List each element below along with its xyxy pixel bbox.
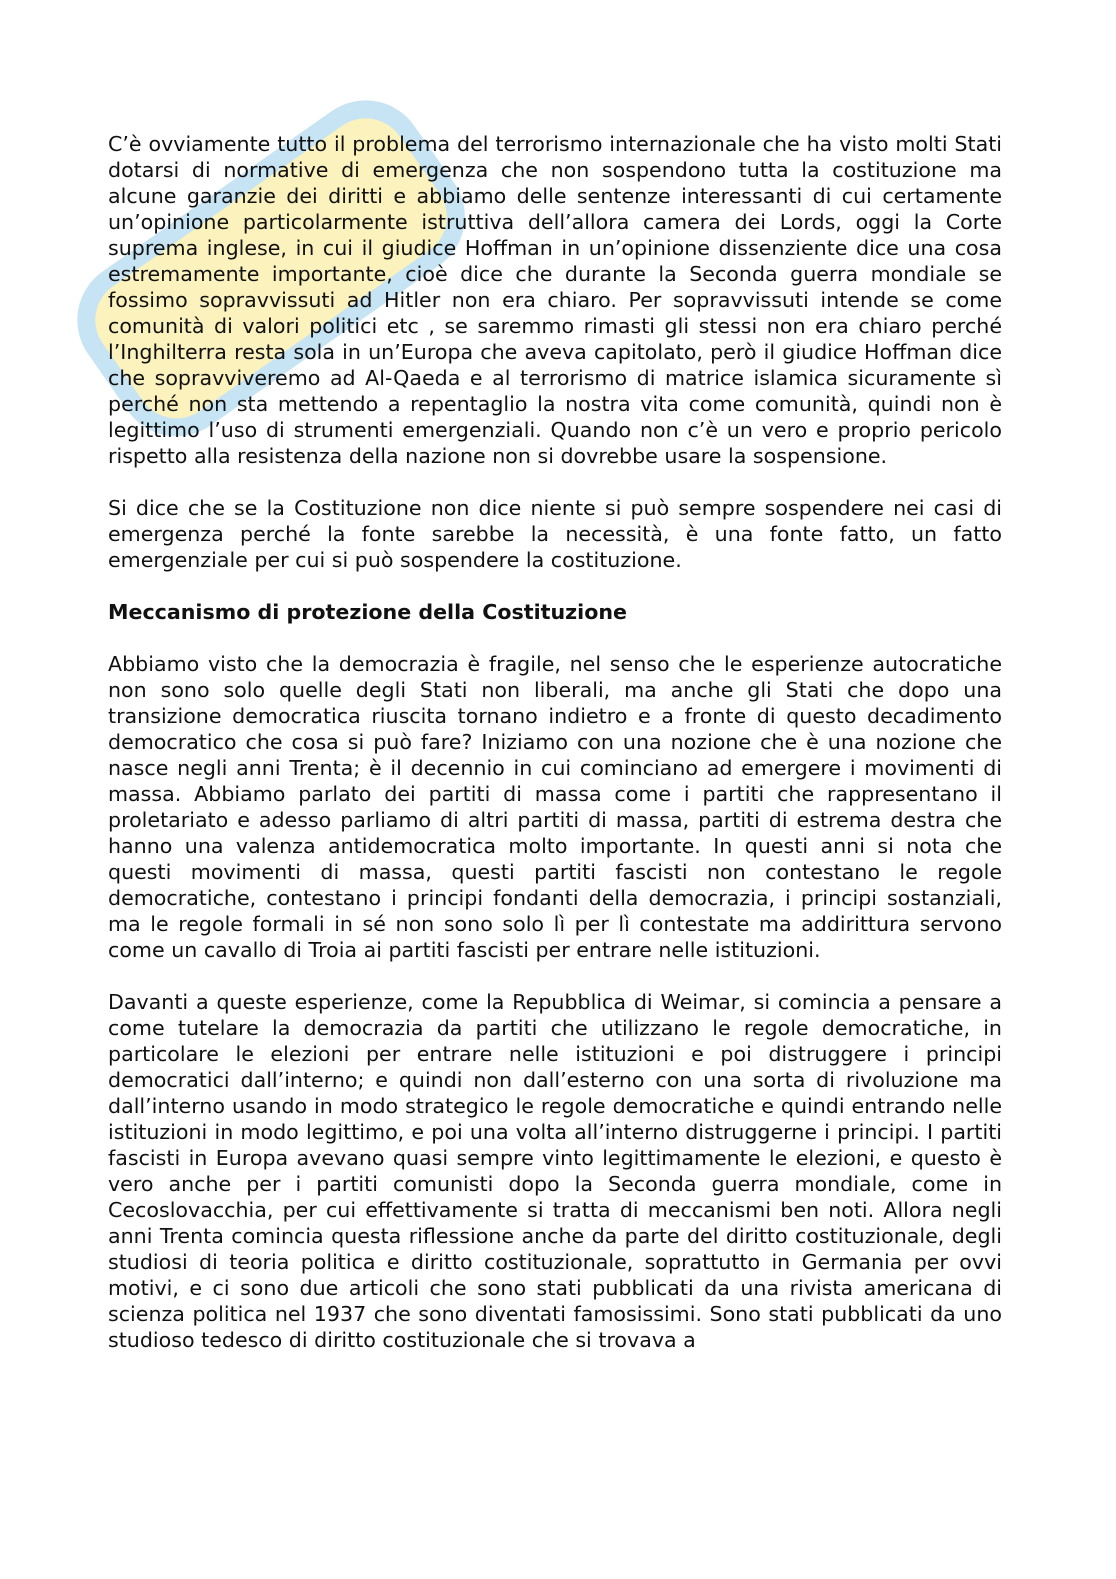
paragraph-fragile-democracy: Abbiamo visto che la democrazia è fragile, nel senso che le esperienze autocratiche non sono solo quelle degli Stati non liberali, ma anche gli Stati che dopo una transizione democratica riuscita tornano indietro e a fronte di questo decadimento democratico che cosa si può fare? Iniziamo con una nozione che è una nozione che nasce negli anni Trenta; è il decennio in cui cominciano ad emergere i movimenti di massa. Abbiamo parlato dei partiti di massa come i partiti che rappresentano il proletariato e adesso parliamo di altri partiti di massa, partiti di estrema destra che hanno una valenza antidemocratica molto importante. In questi anni si nota che questi movimenti di massa, questi partiti fascisti non contestano le regole democratiche, contestano i principi fondanti della democrazia, i principi sostanziali, ma le regole formali in sé non sono solo lì per lì contestate ma addirittura servono come un cavallo di Troia ai partiti fascisti per entrare nelle istituzioni. xyxy=(108,652,1002,962)
paragraph-emergency-source: Si dice che se la Costituzione non dice niente si può sempre sospendere nei casi di emergenza perché la fonte sarebbe la necessità, è una fonte fatto, un fatto emergenziale per cui si può sospendere la costituzione. xyxy=(108,496,1002,572)
paragraph-weimar: Davanti a queste esperienze, come la Repubblica di Weimar, si comincia a pensare a come tutelare la democrazia da partiti che utilizzano le regole democratiche, in particolare le elezioni per entrare nelle istituzioni e poi distruggere i principi democratici dall’interno; e quindi non dall’esterno con una sorta di rivoluzione ma dall’interno usando in modo strategico le regole democratiche e quindi entrando nelle istituzioni in modo legittimo, e poi una volta all’interno distruggerne i principi. I partiti fascisti in Europa avevano quasi sempre vinto legittimamente le elezioni, e questo è vero anche per i partiti comunisti dopo la Seconda guerra mondiale, come in Cecoslovacchia, per cui effettivamente si tratta di meccanismi ben noti. Allora negli anni Trenta comincia questa riflessione anche da parte del diritto costituzionale, degli studiosi di teoria politica e diritto costituzionale, soprattutto in Germania per ovvi motivi, e ci sono due articoli che sono stati pubblicati da una rivista americana di scienza politica nel 1937 che sono diventati famosissimi. Sono stati pubblicati da uno studioso tedesco di diritto costituzionale che si trovava a xyxy=(108,990,1002,1352)
document-body xyxy=(108,131,1002,1379)
paragraph-terrorism: C’è ovviamente tutto il problema del terrorismo internazionale che ha visto molti Stati dotarsi di normative di emergenza che non sospendono tutta la costituzione ma alcune garanzie dei diritti e abbiamo delle sentenze interessanti di cui certamente un’opinione particolarmente istruttiva dell’allora camera dei Lords, oggi la Corte suprema inglese, in cui il giudice Hoffman in un’opinione dissenziente dice una cosa estremamente importante, cioè dice che durante la Seconda guerra mondiale se fossimo sopravvissuti ad Hitler non era chiaro. Per sopravvissuti intende se come comunità di valori politici etc , se saremmo rimasti gli stessi non era chiaro perché l’Inghilterra resta sola in un’Europa che aveva capitolato, però il giudice Hoffman dice che sopravviveremo ad Al-Qaeda e al terrorismo di matrice islamica sicuramente sì perché non sta mettendo a repentaglio la nostra vita come comunità, quindi non è legittimo l’uso di strumenti emergenziali. Quando non c’è un vero e proprio pericolo rispetto alla resistenza della nazione non si dovrebbe usare la sospensione. xyxy=(108,132,1002,468)
section-heading: Meccanismo di protezione della Costituzione xyxy=(108,600,627,624)
